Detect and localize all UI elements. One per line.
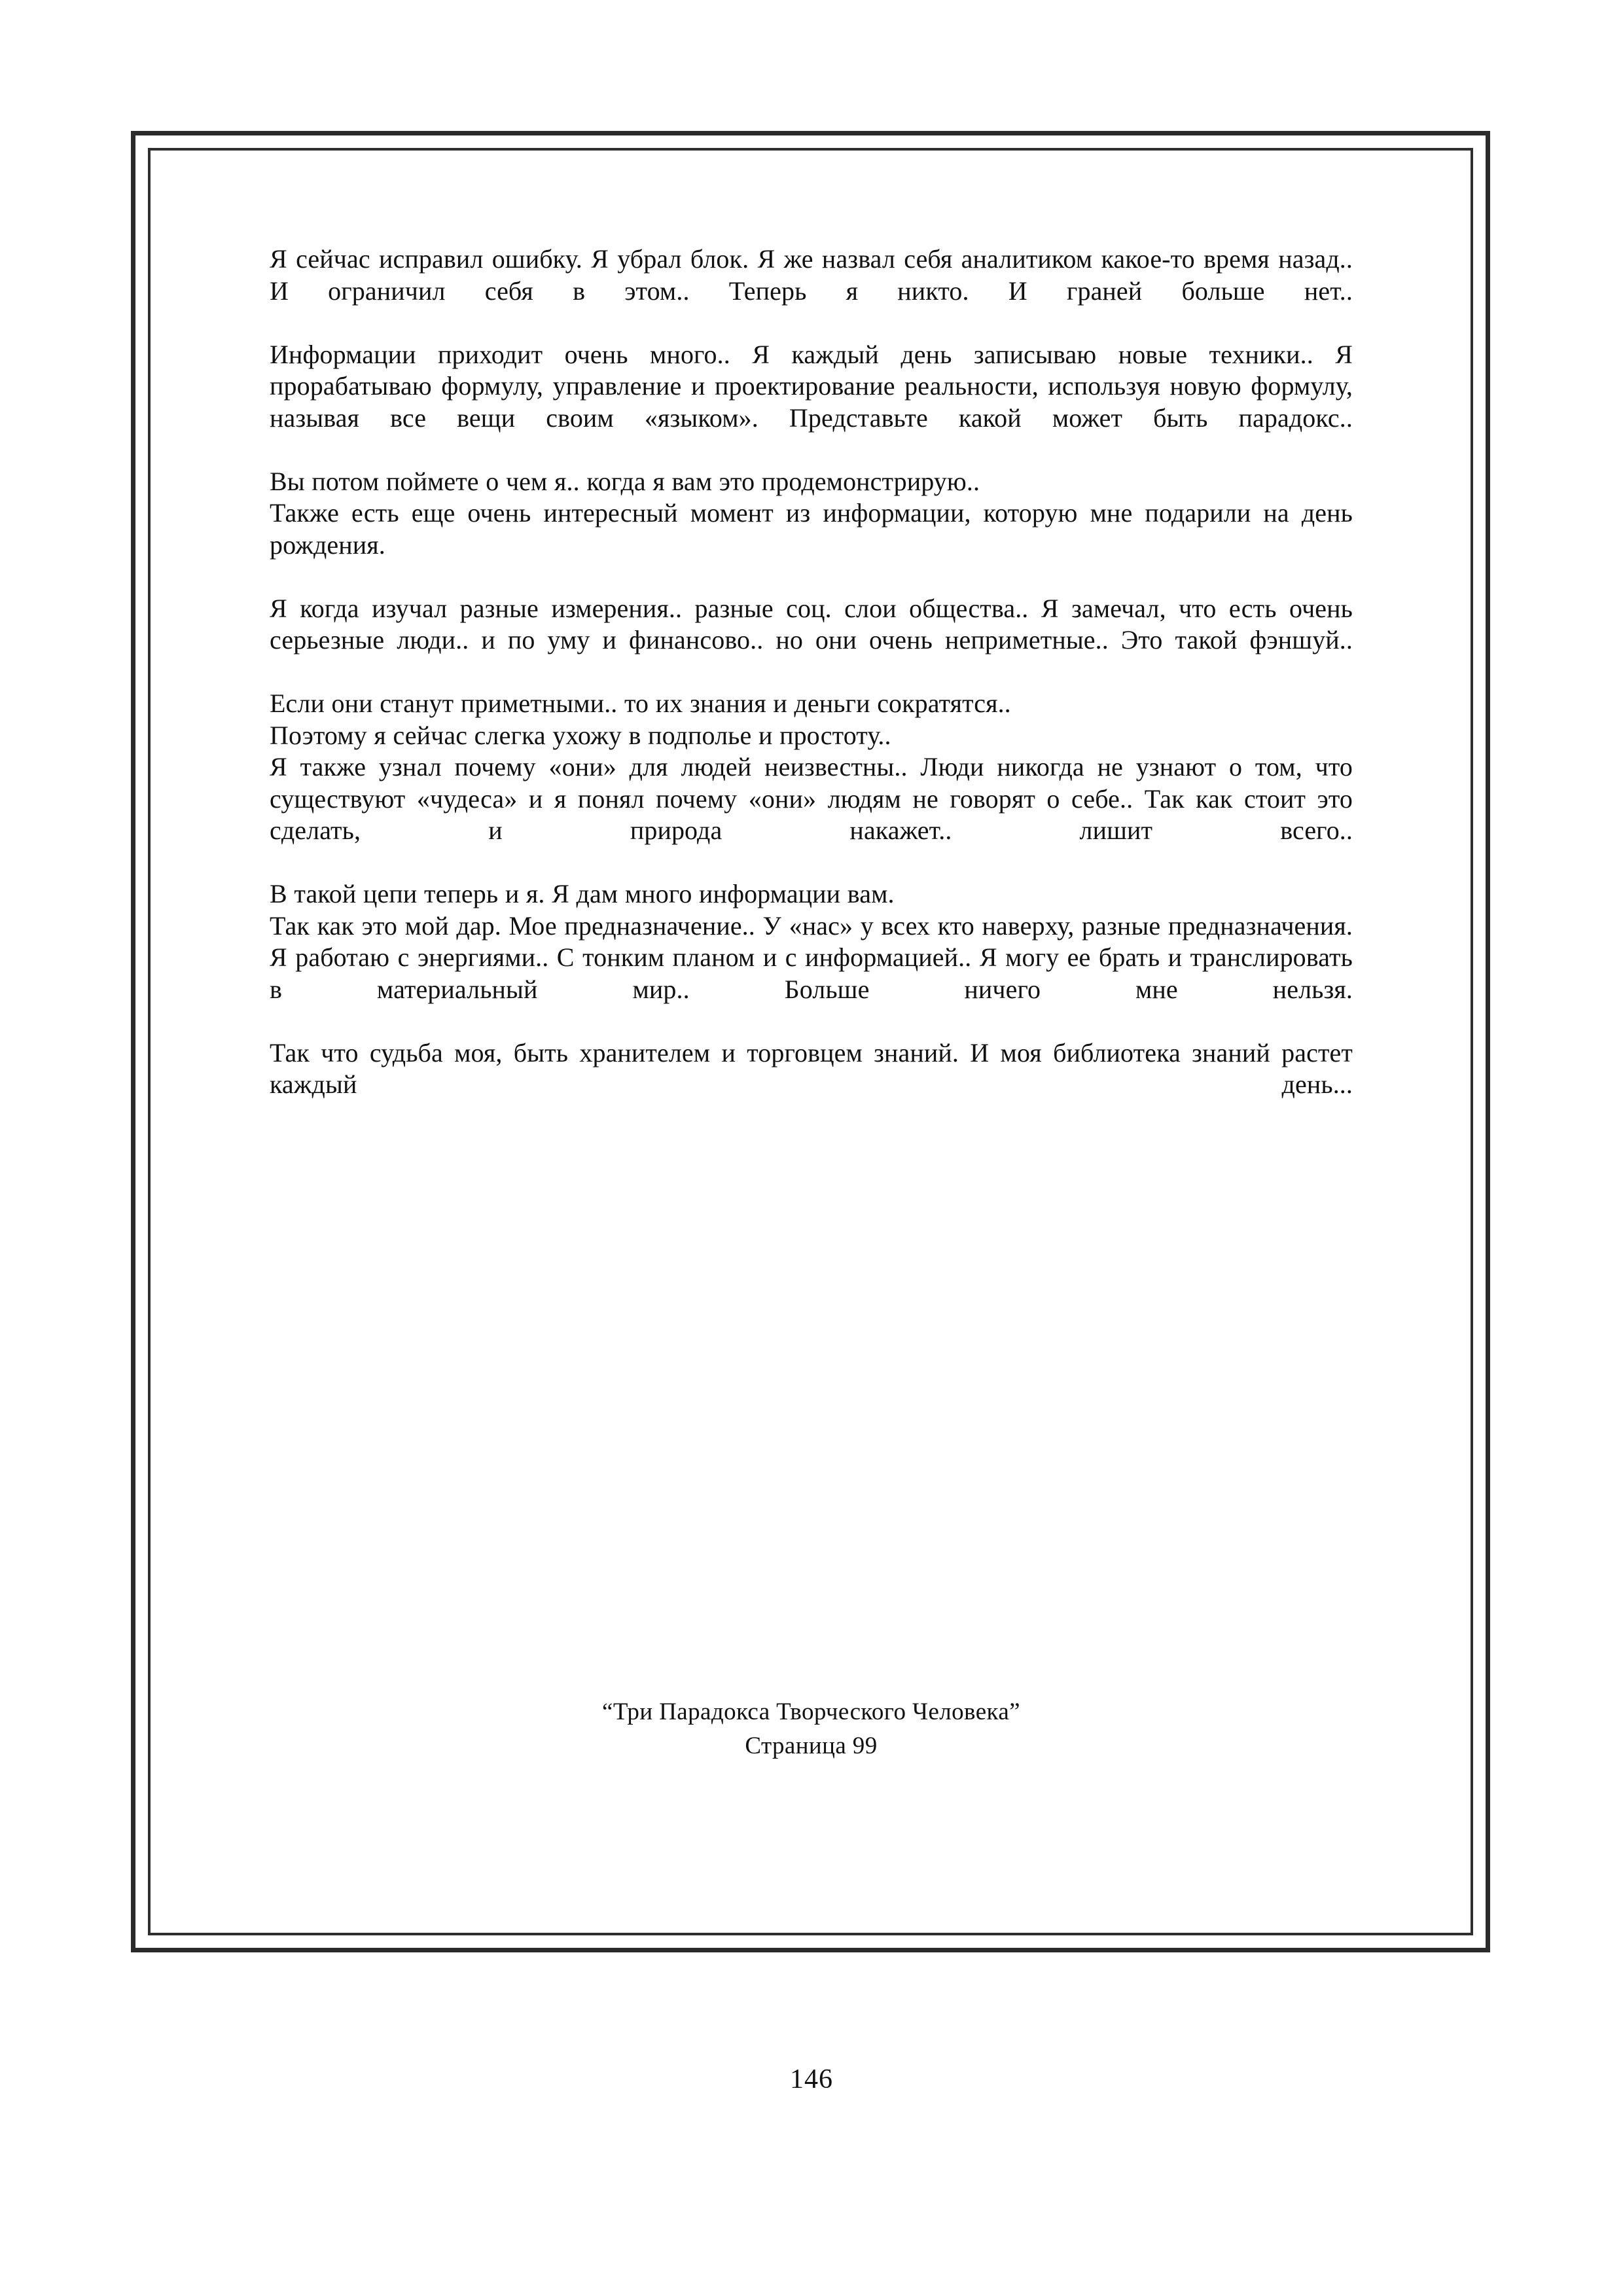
folio-page-number: 146 bbox=[790, 2064, 833, 2094]
paragraph: Я также узнал почему «они» для людей неизвестны.. Люди никогда не узнают о том, что существуют «чудеса» и я понял почему «они» людям не говорят о себе.. Так как стоит это сделать, и природа накажет.. лишит всего.. bbox=[270, 752, 1353, 845]
paragraph: Поэтому я сейчас слегка ухожу в подполье и простоту.. bbox=[270, 720, 891, 750]
paragraph: В такой цепи теперь и я. Я дам много информации вам. bbox=[270, 879, 895, 908]
book-title: “Три Парадокса Творческого Человека” bbox=[602, 1698, 1020, 1725]
paragraph: Так что судьба моя, быть хранителем и торговцем знаний. И моя библиотека знаний растет каждый день... bbox=[270, 1037, 1353, 1099]
paragraph: Информации приходит очень много.. Я каждый день записываю новые техники.. Я прорабатываю формулу, управление и проектирование реальности, используя новую формулу, называя все вещи своим «языком». Представьте какой может быть парадокс.. bbox=[270, 339, 1353, 433]
paragraph: Так как это мой дар. Мое предназначение.. У «нас» у всех кто наверху, разные предназначения. Я работаю с энергиями.. С тонким планом и с информацией.. Я могу ее брать и транслировать в материальный мир.. Больше ничего мне нельзя. bbox=[270, 910, 1353, 1004]
paragraph: Если они станут приметными.. то их знания и деньги сократятся.. bbox=[270, 689, 1011, 718]
body-text-column bbox=[270, 243, 1353, 1132]
paragraph: Я когда изучал разные измерения.. разные соц. слои общества.. Я замечал, что есть очень серьезные люди.. и по уму и финансово.. но они очень неприметные.. Это такой фэншуй.. bbox=[270, 593, 1353, 655]
paragraph: Вы потом поймете о чем я.. когда я вам это продемонстрирую.. bbox=[270, 466, 980, 496]
inner-page-label: Страница 99 bbox=[745, 1732, 878, 1759]
paragraph: Также есть еще очень интересный момент из информации, которую мне подарили на день рождения. bbox=[270, 498, 1353, 560]
colophon bbox=[270, 1695, 1353, 1763]
paragraph: Я сейчас исправил ошибку. Я убрал блок. Я же назвал себя аналитиком какое-то время назад.. И ограничил себя в этом.. Теперь я никто. И граней больше нет.. bbox=[270, 244, 1353, 306]
